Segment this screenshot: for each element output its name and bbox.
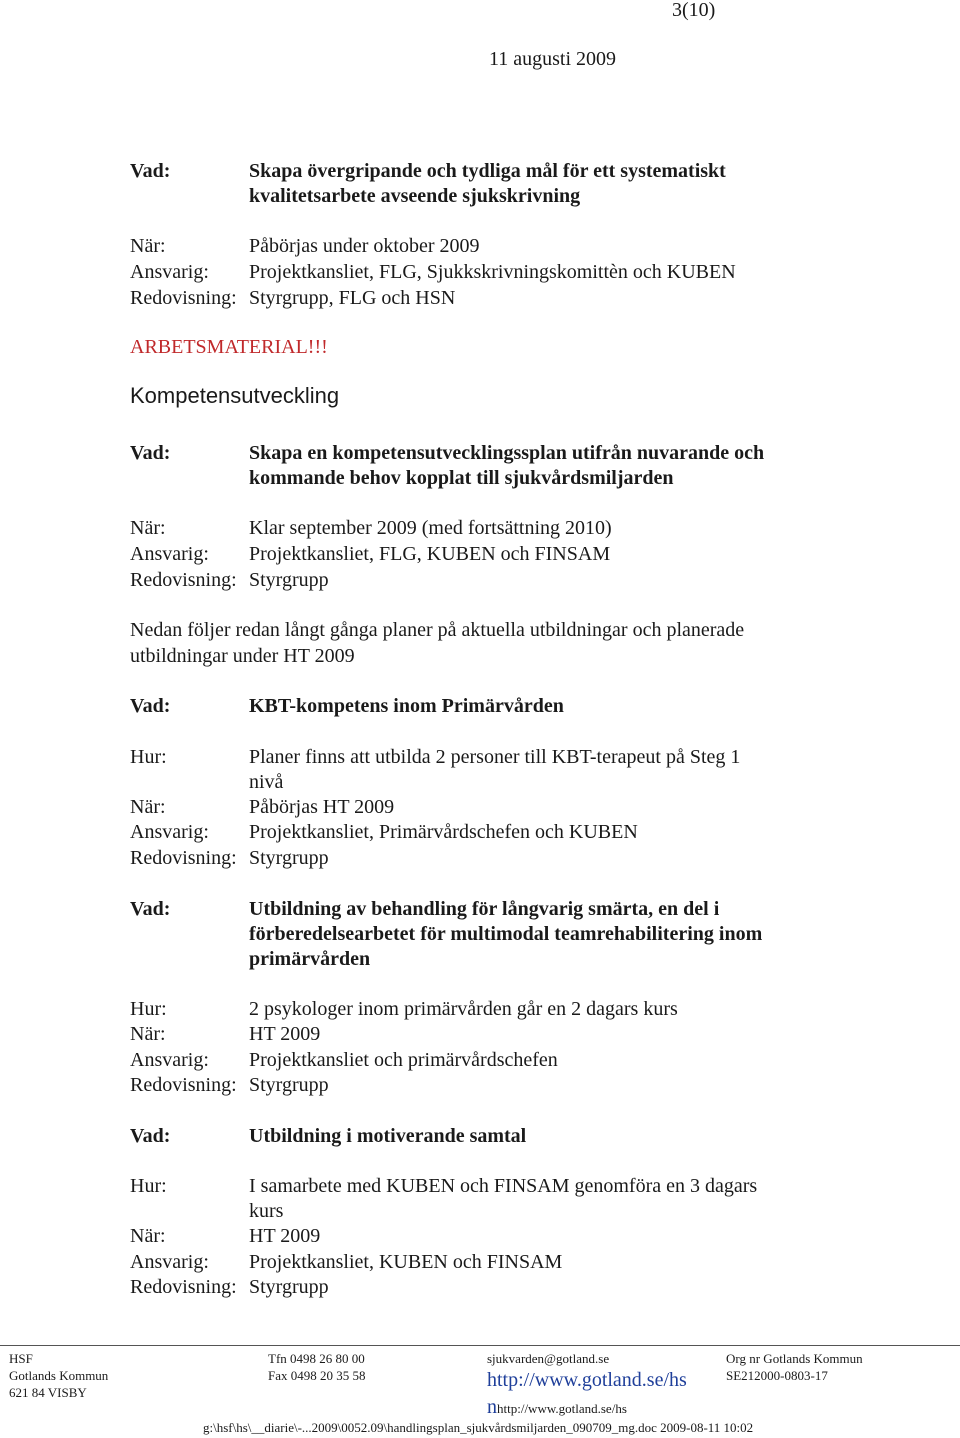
ansvarig-label: Ansvarig:: [130, 821, 209, 843]
footer-email-link[interactable]: sjukvarden@gotland.se: [487, 1351, 610, 1366]
vad-label: Vad:: [130, 898, 171, 920]
vad-text-line: Skapa övergripande och tydliga mål för ett systematiskt: [249, 160, 726, 182]
footer-org-number: SE212000-0803-17: [726, 1368, 828, 1383]
redovisning-label: Redovisning:: [130, 569, 237, 591]
vad-text-line: primärvården: [249, 948, 371, 970]
footer-org-number-label: Org nr Gotlands Kommun: [726, 1351, 863, 1366]
redovisning-label: Redovisning:: [130, 1276, 237, 1298]
arbetsmaterial-notice: ARBETSMATERIAL!!!: [130, 336, 328, 358]
redovisning-value: Styrgrupp: [249, 847, 329, 869]
intro-paragraph-line: Nedan följer redan långt gånga planer på aktuella utbildningar och planerade: [130, 619, 745, 641]
hur-text-line: 2 psykologer inom primärvården går en 2 dagars kurs: [249, 998, 678, 1020]
vad-label: Vad:: [130, 1125, 171, 1147]
footer-website-prefix: n: [487, 1396, 497, 1418]
hur-label: Hur:: [130, 746, 167, 768]
nar-label: När:: [130, 235, 166, 257]
document-date: 11 augusti 2009: [489, 48, 617, 70]
ansvarig-label: Ansvarig:: [130, 1251, 209, 1273]
redovisning-value: Styrgrupp, FLG och HSN: [249, 287, 456, 309]
redovisning-label: Redovisning:: [130, 287, 237, 309]
hur-text-line: nivå: [249, 771, 284, 793]
nar-label: När:: [130, 1023, 166, 1045]
ansvarig-value: Projektkansliet, Primärvårdschefen och KUBEN: [249, 821, 638, 843]
vad-text-line: Utbildning av behandling för långvarig smärta, en del i: [249, 898, 720, 920]
redovisning-label: Redovisning:: [130, 847, 237, 869]
footer-website-small-text: http://www.gotland.se/hs: [497, 1401, 627, 1416]
footer-website-small[interactable]: [487, 1397, 627, 1419]
ansvarig-value: Projektkansliet, FLG, KUBEN och FINSAM: [249, 543, 611, 565]
footer-fax: Fax 0498 20 35 58: [268, 1368, 366, 1383]
redovisning-value: Styrgrupp: [249, 569, 329, 591]
page-number: 3(10): [672, 0, 716, 21]
hur-text-line: I samarbete med KUBEN och FINSAM genomföra en 3 dagars: [249, 1175, 758, 1197]
footer-phone: Tfn 0498 26 80 00: [268, 1351, 365, 1366]
vad-label: Vad:: [130, 160, 171, 182]
nar-value: Påbörjas under oktober 2009: [249, 235, 480, 257]
vad-text-line: Utbildning i motiverande samtal: [249, 1125, 527, 1147]
ansvarig-label: Ansvarig:: [130, 261, 209, 283]
footer-file-path: g:\hsf\hs\__diarie\-...2009\0052.09\handlingsplan_sjukvårdsmiljarden_090709_mg.doc 2009-08-11 10:02: [203, 1420, 754, 1435]
intro-paragraph-line: utbildningar under HT 2009: [130, 645, 355, 667]
section-heading: Kompetensutveckling: [130, 383, 340, 408]
footer-address: 621 84 VISBY: [9, 1385, 87, 1400]
ansvarig-label: Ansvarig:: [130, 1049, 209, 1071]
vad-label: Vad:: [130, 442, 171, 464]
redovisning-label: Redovisning:: [130, 1074, 237, 1096]
footer-divider: [0, 1345, 960, 1346]
vad-text-line: förberedelsearbetet för multimodal teamrehabilitering inom: [249, 923, 763, 945]
nar-label: När:: [130, 1225, 166, 1247]
nar-value: Klar september 2009 (med fortsättning 2010): [249, 517, 612, 539]
vad-text-line: Skapa en kompetensutvecklingssplan utifrån nuvarande och: [249, 442, 765, 464]
vad-text-line: kommande behov kopplat till sjukvårdsmiljarden: [249, 467, 674, 489]
hur-label: Hur:: [130, 1175, 167, 1197]
ansvarig-value: Projektkansliet och primärvårdschefen: [249, 1049, 558, 1071]
hur-text-line: kurs: [249, 1200, 284, 1222]
hur-text-line: Planer finns att utbilda 2 personer till KBT-terapeut på Steg 1: [249, 746, 741, 768]
nar-value: HT 2009: [249, 1225, 321, 1247]
redovisning-value: Styrgrupp: [249, 1074, 329, 1096]
ansvarig-label: Ansvarig:: [130, 543, 209, 565]
nar-value: Påbörjas HT 2009: [249, 796, 395, 818]
footer-website-link[interactable]: http://www.gotland.se/hs: [487, 1369, 687, 1391]
nar-label: När:: [130, 796, 166, 818]
vad-text-line: KBT-kompetens inom Primärvården: [249, 695, 564, 717]
ansvarig-value: Projektkansliet, KUBEN och FINSAM: [249, 1251, 563, 1273]
footer-org-name: HSF: [9, 1351, 33, 1366]
nar-value: HT 2009: [249, 1023, 321, 1045]
nar-label: När:: [130, 517, 166, 539]
vad-label: Vad:: [130, 695, 171, 717]
redovisning-value: Styrgrupp: [249, 1276, 329, 1298]
hur-label: Hur:: [130, 998, 167, 1020]
ansvarig-value: Projektkansliet, FLG, Sjukkskrivningskomittèn och KUBEN: [249, 261, 736, 283]
footer-org-line: Gotlands Kommun: [9, 1368, 109, 1383]
vad-text-line: kvalitetsarbete avseende sjukskrivning: [249, 185, 581, 207]
